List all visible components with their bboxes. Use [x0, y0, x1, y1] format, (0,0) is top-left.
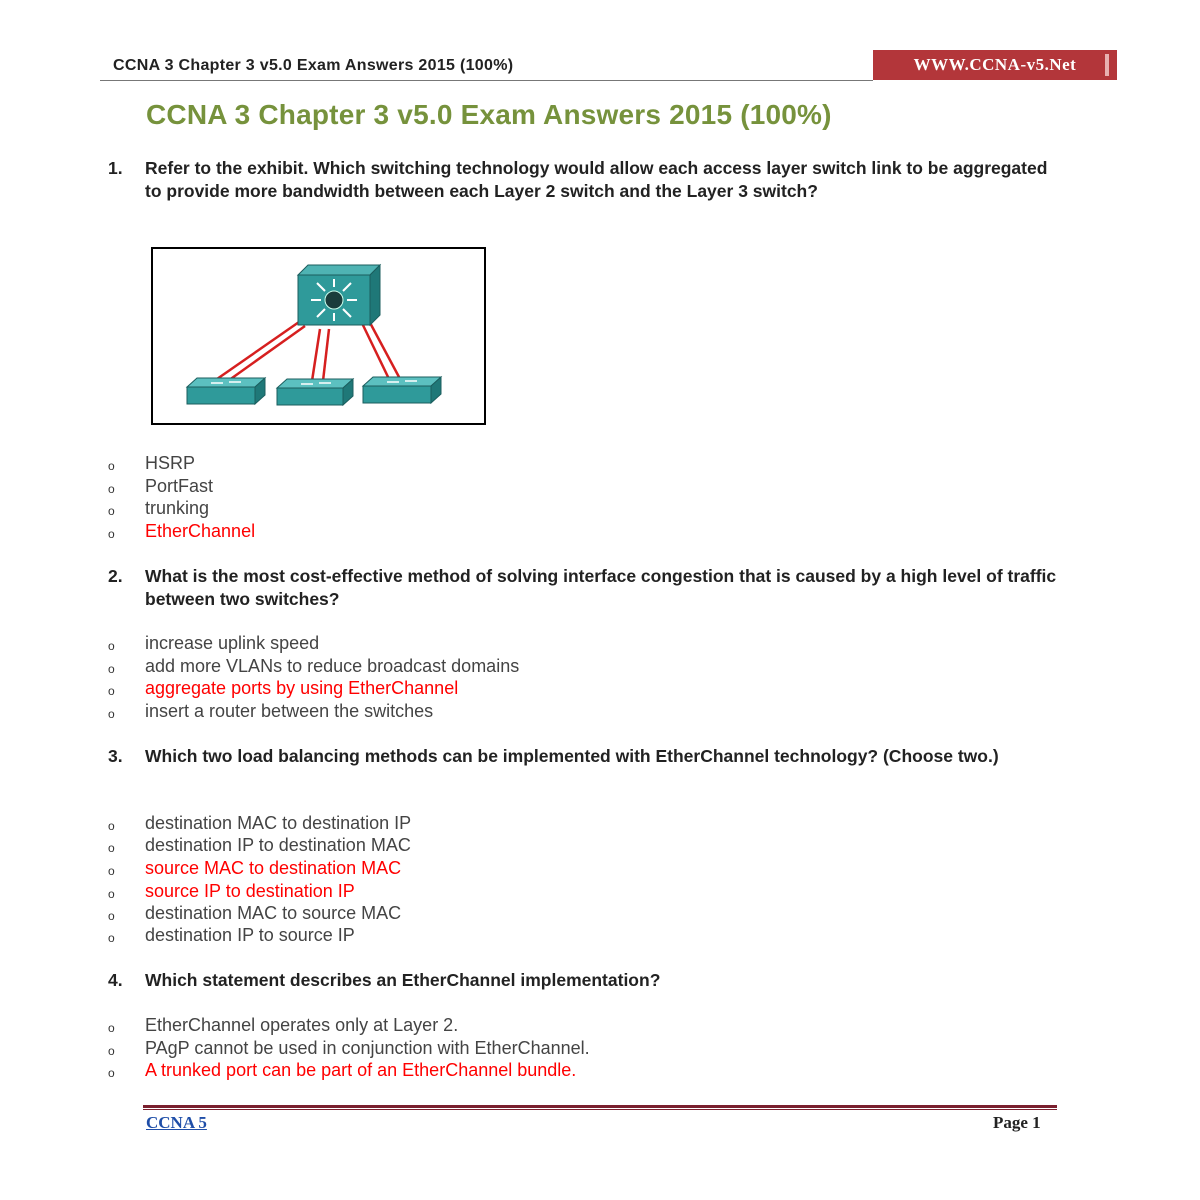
answer-option — [108, 924, 1008, 947]
answer-option — [108, 632, 1008, 655]
footer-link[interactable]: CCNA 5 — [146, 1113, 207, 1132]
option-text: source MAC to destination MAC — [145, 858, 402, 878]
correct-answer-option — [108, 520, 1008, 543]
question-text: Which statement describes an EtherChannel implementation? — [145, 970, 661, 990]
answer-option — [108, 655, 1008, 678]
page-number: Page 1 — [993, 1113, 1041, 1132]
option-text: destination IP to source IP — [145, 925, 355, 945]
correct-answer-option — [108, 677, 1008, 700]
question-text: Refer to the exhibit. Which switching technology would allow each access layer switch link to be aggregated to provide more bandwidth between each Layer 2 switch and the Layer 3 switch? — [145, 158, 1048, 201]
link — [225, 326, 305, 383]
bullet: o — [108, 504, 115, 518]
layer3-switch-icon — [298, 265, 380, 325]
footer-divider-thin — [143, 1109, 1057, 1110]
bullet: o — [108, 459, 115, 473]
question-text: Which two load balancing methods can be implemented with EtherChannel technology? (Choose two.) — [145, 746, 999, 766]
link — [312, 329, 320, 381]
access-switch-icon — [187, 378, 265, 404]
link — [217, 322, 299, 379]
exhibit-diagram — [151, 247, 486, 425]
answer-option — [108, 1014, 1008, 1037]
option-text: insert a router between the switches — [145, 701, 434, 721]
bullet: o — [108, 662, 115, 676]
option-text: add more VLANs to reduce broadcast domains — [145, 656, 520, 676]
bullet: o — [108, 1044, 115, 1058]
question-text: What is the most cost-effective method of solving interface congestion that is caused by a high level of traffic between two switches? — [145, 566, 1057, 609]
header-title: CCNA 3 Chapter 3 v5.0 Exam Answers 2015 (100%) — [113, 57, 514, 74]
option-text: EtherChannel operates only at Layer 2. — [145, 1015, 459, 1035]
bullet: o — [108, 864, 115, 878]
answer-option — [108, 452, 1008, 475]
answer-option — [108, 497, 1008, 520]
answer-option — [108, 1037, 1008, 1060]
option-text: PortFast — [145, 476, 214, 496]
option-text: increase uplink speed — [145, 633, 320, 653]
bullet: o — [108, 527, 115, 541]
option-text: EtherChannel — [145, 521, 256, 541]
option-text: trunking — [145, 498, 210, 518]
header-divider — [100, 80, 873, 81]
correct-answer-option — [108, 880, 1008, 903]
answer-option — [108, 475, 1008, 498]
bullet: o — [108, 909, 115, 923]
access-switch-icon — [277, 379, 353, 405]
option-text: A trunked port can be part of an EtherChannel bundle. — [145, 1060, 577, 1080]
correct-answer-option — [108, 1059, 1008, 1082]
bullet: o — [108, 1066, 115, 1080]
question-number: 2. — [108, 566, 123, 586]
link — [323, 329, 329, 381]
network-topology-image — [153, 249, 484, 423]
bullet: o — [108, 684, 115, 698]
answer-option — [108, 902, 1008, 925]
answer-option — [108, 812, 1008, 835]
question-number: 3. — [108, 746, 123, 766]
option-text: aggregate ports by using EtherChannel — [145, 678, 459, 698]
bullet: o — [108, 841, 115, 855]
question-number: 4. — [108, 970, 123, 990]
option-text: source IP to destination IP — [145, 881, 355, 901]
answer-option — [108, 700, 1008, 723]
option-text: HSRP — [145, 453, 196, 473]
correct-answer-option — [108, 857, 1008, 880]
option-text: destination MAC to source MAC — [145, 903, 402, 923]
option-text: destination IP to destination MAC — [145, 835, 411, 855]
option-text: destination MAC to destination IP — [145, 813, 412, 833]
bullet: o — [108, 639, 115, 653]
answer-option — [108, 834, 1008, 857]
bullet: o — [108, 482, 115, 496]
bullet: o — [108, 1021, 115, 1035]
etherchannel-links — [217, 319, 399, 383]
access-switch-icon — [363, 377, 441, 403]
bullet: o — [108, 819, 115, 833]
footer-divider — [143, 1105, 1057, 1108]
bullet: o — [108, 931, 115, 945]
bullet: o — [108, 707, 115, 721]
site-banner: WWW.CCNA-v5.Net — [873, 50, 1117, 80]
page-title: CCNA 3 Chapter 3 v5.0 Exam Answers 2015 (100%) — [146, 99, 832, 130]
page-header — [100, 48, 1117, 80]
question-number: 1. — [108, 158, 123, 178]
option-text: PAgP cannot be used in conjunction with EtherChannel. — [145, 1038, 590, 1058]
bullet: o — [108, 887, 115, 901]
